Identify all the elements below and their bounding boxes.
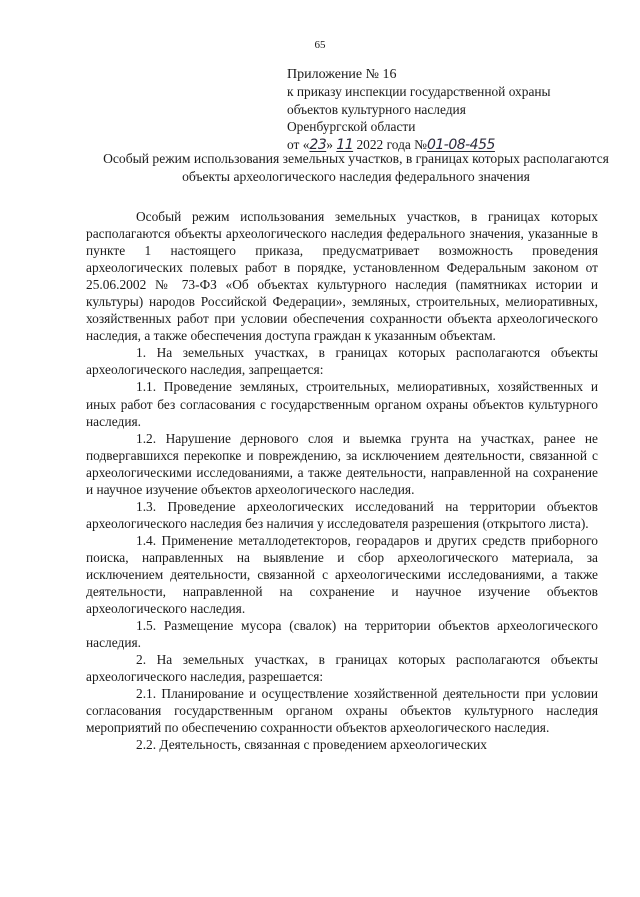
appendix-line-3: Оренбургской области (287, 119, 416, 135)
handwritten-day: 23 (309, 136, 327, 153)
paragraph-2-2: 2.2. Деятельность, связанная с проведением археологических (136, 737, 488, 753)
paragraph-1-1: 1.1. Проведение земляных, строительных, мелиоративных, хозяйственных и иных работ без согласования с государственным органом охраны объектов культурного наследия. (86, 379, 598, 429)
document-title: Особый режим использования земельных участков, в границах которых располагаются объекты археологического наследия федерального значения (103, 151, 609, 184)
paragraph-1-2: 1.2. Нарушение дернового слоя и выемка грунта на участках, ранее не подвергавшихся перекопке и повреждению, за исключением деятельности, связанной с археологическими исследованиями, а также деятельности, направленной на сохранение и научное изучение объектов археологического наследия. (86, 430, 598, 497)
paragraph-1: 1. На земельных участках, в границах которых располагаются объекты археологического наследия, запрещается: (86, 345, 598, 378)
appendix-header (287, 66, 617, 154)
page-number: 65 (314, 39, 326, 51)
paragraph-1-3: 1.3. Проведение археологических исследований на территории объектов археологического наследия без наличия у исследователя разрешения (открытого листа). (86, 498, 598, 531)
paragraph-1-4: 1.4. Применение металлодетекторов, георадаров и других средств приборного поиска, направленных на выявление и сбор археологического материала, за исключением деятельности, связанной с археологическими исследованиями, а также деятельности, направленной на сохранение и научное изучение объектов археологического наследия. (86, 532, 598, 617)
paragraph-2-1: 2.1. Планирование и осуществление хозяйственной деятельности при условии согласования государственным органом охраны объектов культурного наследия мероприятий по обеспечению сохранности объектов археологического наследия. (86, 686, 598, 736)
paragraph-intro: Особый режим использования земельных участков, в границах которых располагаются объекты археологического наследия федерального значения, указанные в пункте 1 настоящего приказа, предусматривает возможность проведения археологических полевых работ в порядке, установленном Федеральным законом от 25.06.2002 № 73-ФЗ «Об объектах культурного наследия (памятниках истории и культуры) народов Российской Федерации», земляных, строительных, мелиоративных, хозяйственных работ при условии обеспечения сохранности объекта археологического наследия, а также обеспечения доступа граждан к указанным объектам. (86, 209, 598, 344)
appendix-title: Приложение № 16 (287, 67, 397, 82)
handwritten-doc-number: 01-08-455 (426, 136, 495, 153)
handwritten-month: 11 (336, 136, 354, 153)
document-body (86, 208, 598, 754)
date-prefix: от « (287, 136, 310, 152)
paragraph-2: 2. На земельных участках, в границах которых располагаются объекты археологического наследия, разрешается: (86, 652, 598, 685)
appendix-line-1: к приказу инспекции государственной охраны (287, 84, 551, 100)
paragraph-1-5: 1.5. Размещение мусора (свалок) на территории объектов археологического наследия. (86, 618, 598, 651)
appendix-line-2: объектов культурного наследия (287, 101, 466, 117)
date-year: 2022 года № (353, 136, 427, 152)
date-mid: » (326, 136, 337, 152)
